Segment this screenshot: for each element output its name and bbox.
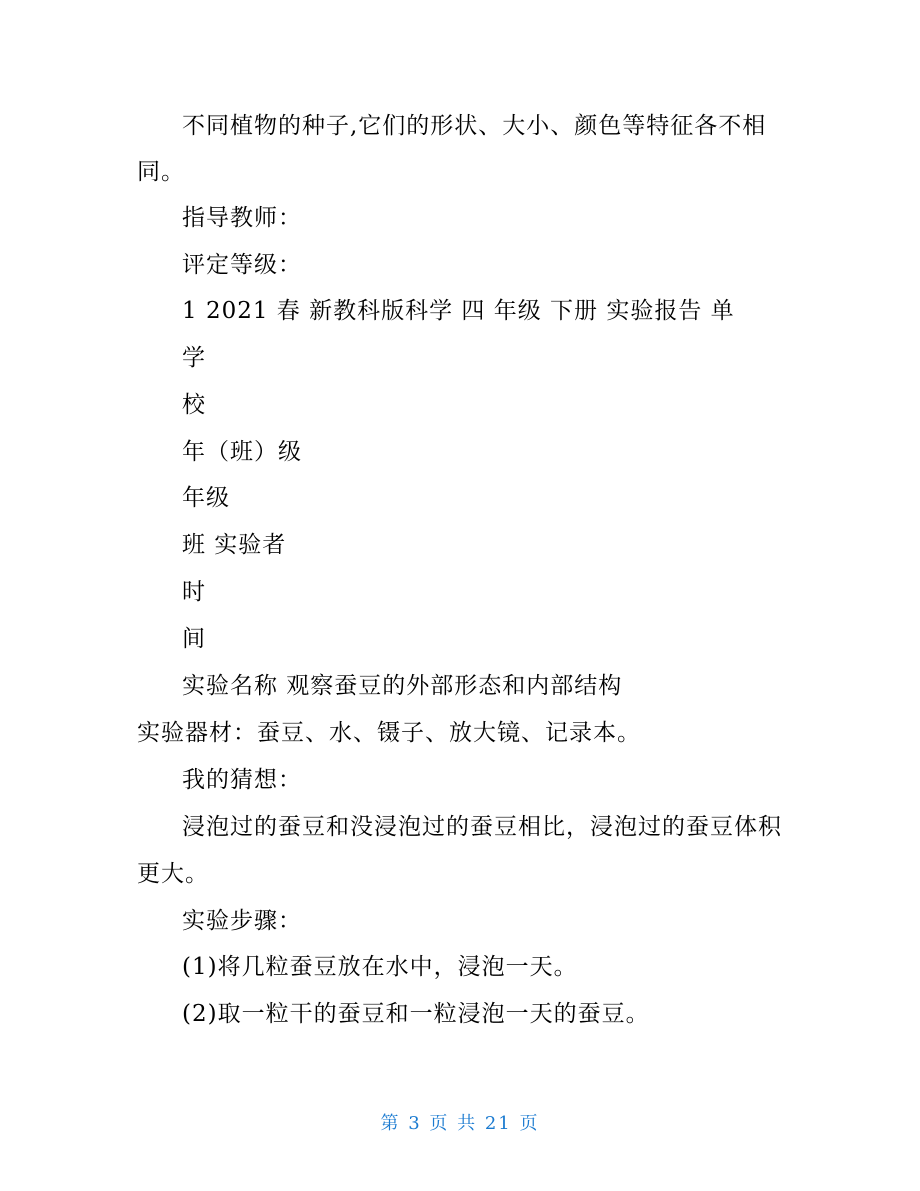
equipment-list: 实验器材：蚕豆、水、镊子、放大镜、记录本。 [137, 720, 641, 746]
class-label: 年（班）级 [182, 439, 302, 465]
hypothesis-text-cont: 更大。 [137, 861, 209, 887]
time-label-part1: 时 [182, 579, 206, 605]
grade-field: 年级 [182, 485, 230, 511]
experiment-name: 实验名称 观察蚕豆的外部形态和内部结构 [182, 673, 623, 699]
teacher-label: 指导教师： [182, 205, 302, 231]
paragraph-line: 同。 [137, 159, 185, 185]
hypothesis-text: 浸泡过的蚕豆和没浸泡过的蚕豆相比，浸泡过的蚕豆体积 [182, 814, 782, 840]
time-label-part2: 间 [182, 626, 206, 652]
steps-label: 实验步骤： [182, 908, 302, 934]
school-label-part2: 校 [182, 392, 206, 418]
grade-label: 评定等级： [182, 252, 302, 278]
school-label-part1: 学 [182, 345, 206, 371]
page-number: 第 3 页 共 21 页 [380, 1113, 540, 1134]
experimenter-label: 班 实验者 [182, 532, 287, 558]
hypothesis-label: 我的猜想： [182, 767, 302, 793]
step-1: (1)将几粒蚕豆放在水中，浸泡一天。 [182, 954, 578, 980]
step-2: (2)取一粒干的蚕豆和一粒浸泡一天的蚕豆。 [182, 1001, 650, 1027]
report-header-line: 1 2021 春 新教科版科学 四 年级 下册 实验报告 单 [182, 298, 735, 324]
paragraph-line: 不同植物的种子,它们的形状、大小、颜色等特征各不相 [182, 113, 767, 139]
